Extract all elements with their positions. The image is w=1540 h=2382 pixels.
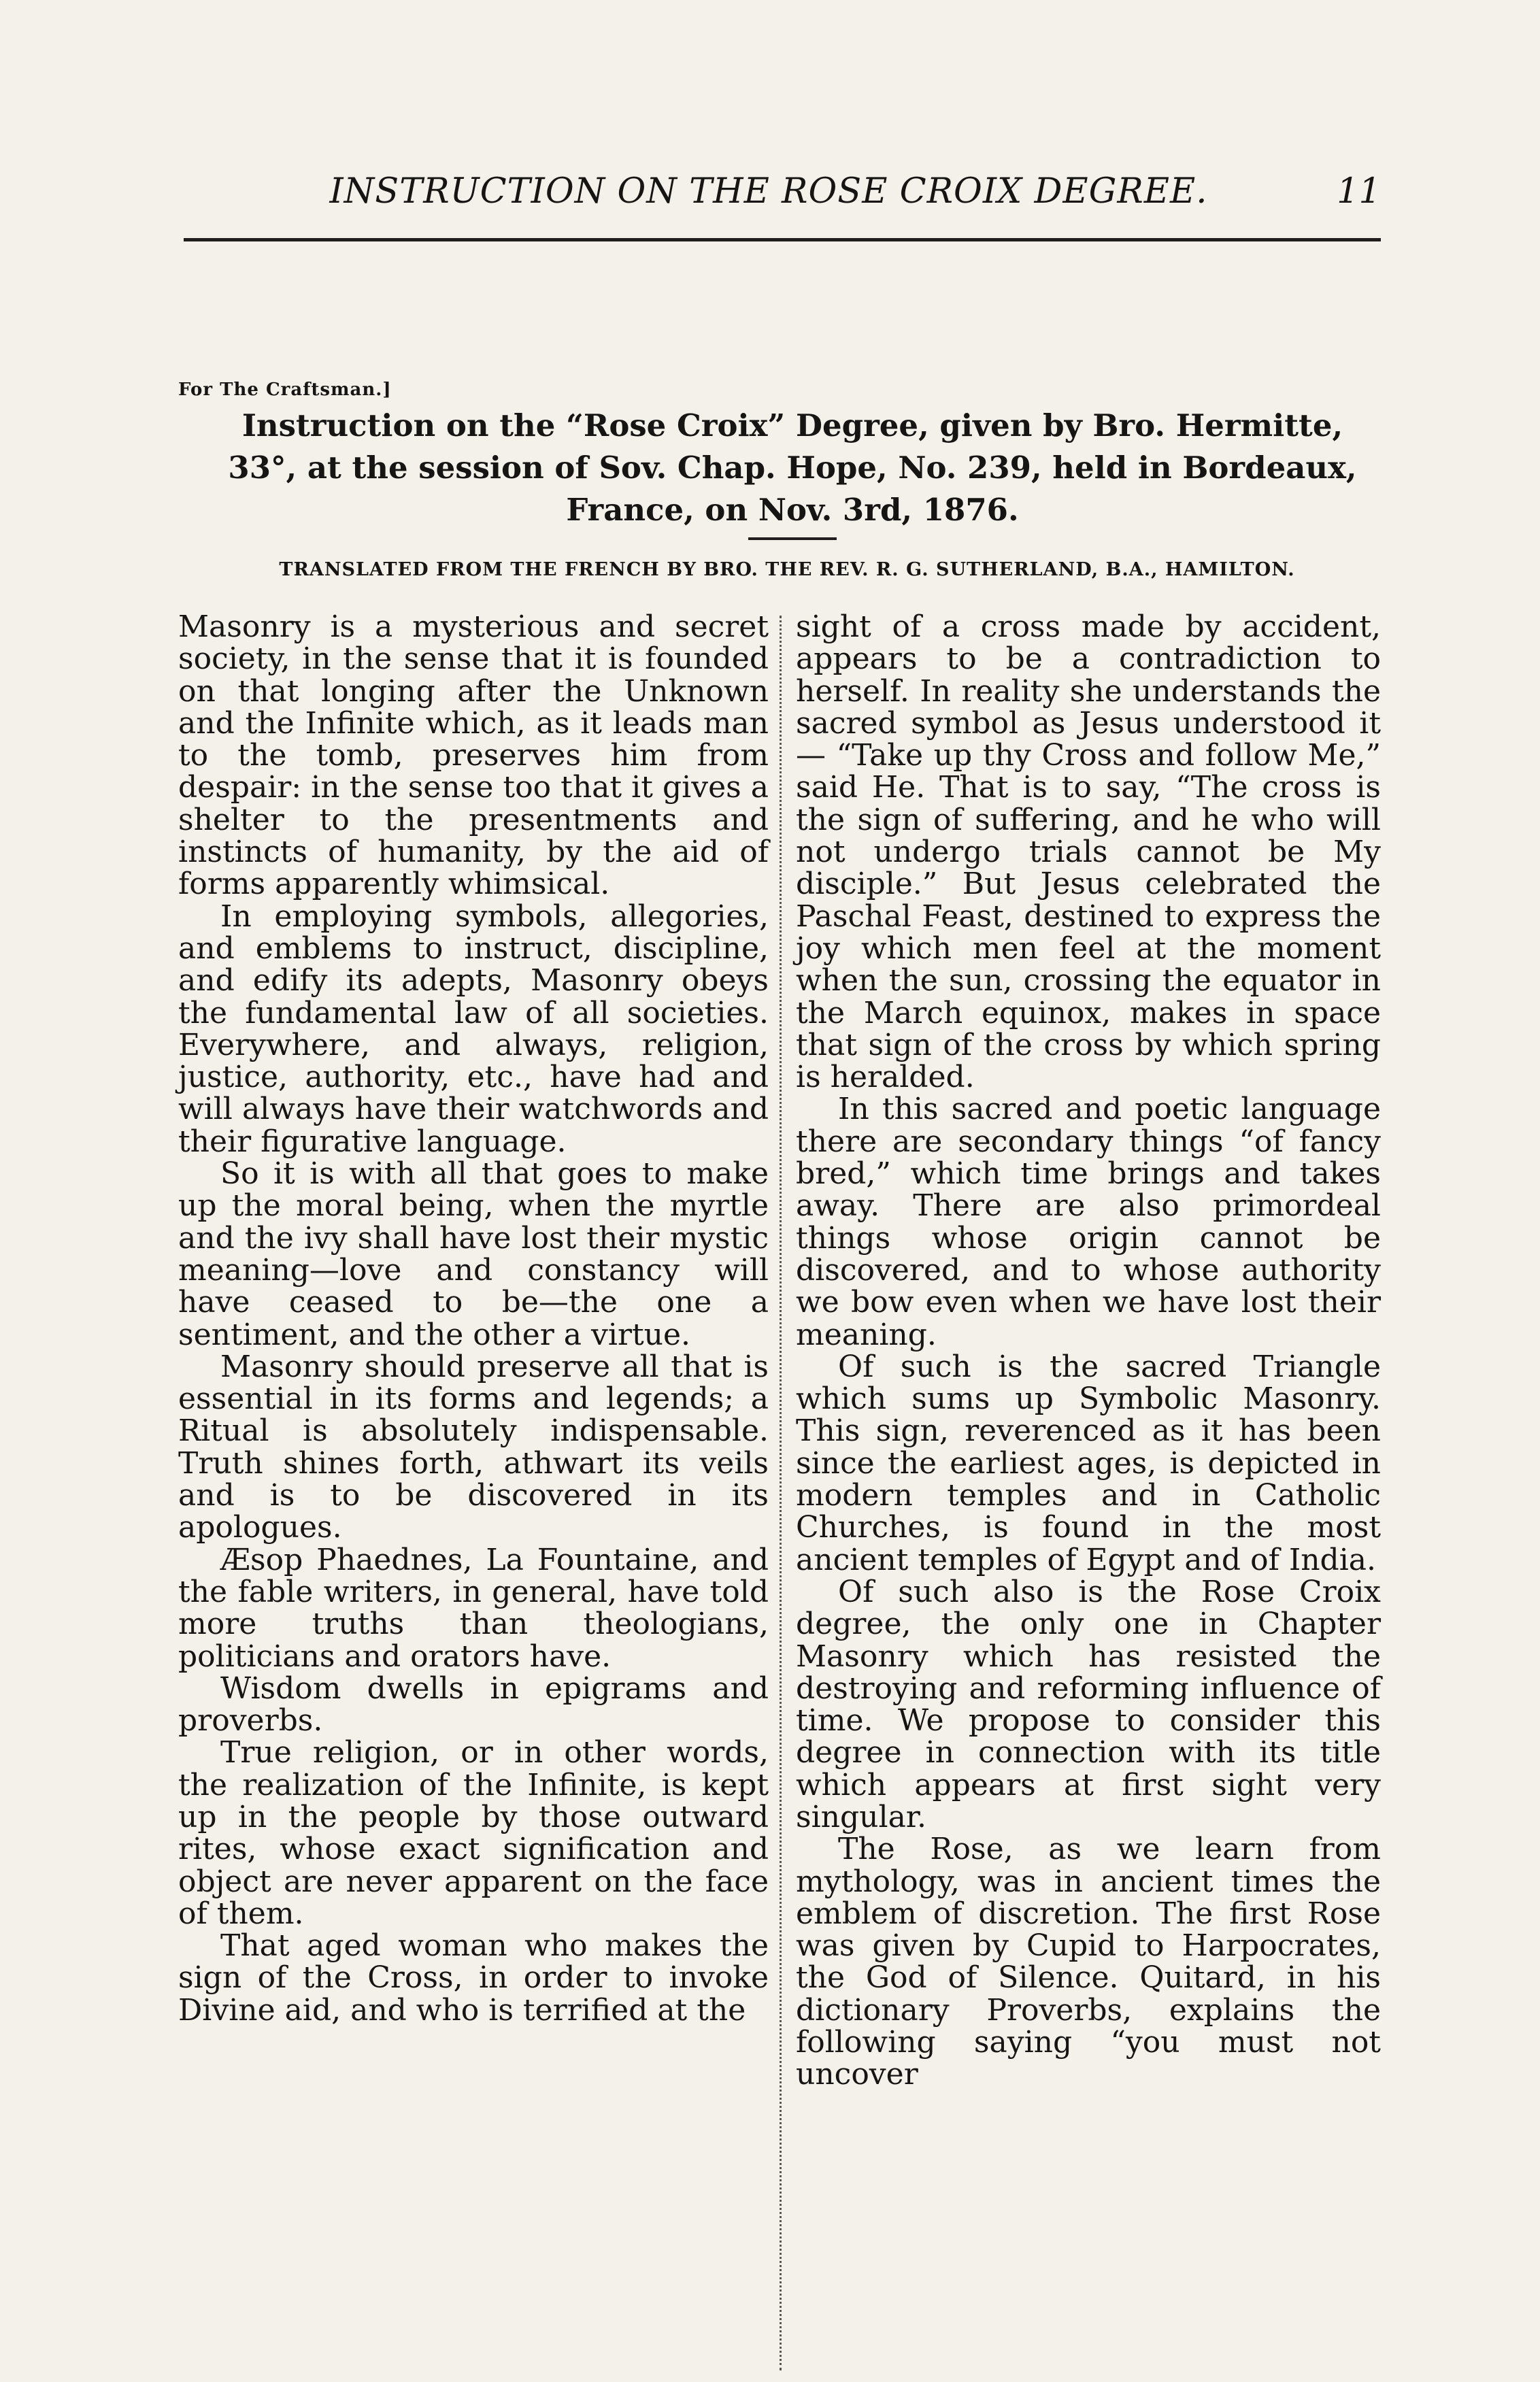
paragraph: Of such is the sacred Triangle which sums up Symbolic Masonry. This sign, reverenced as it has been since the earliest ages, is depicted in modern temples and in Catholic Churches, is found in the most ancient temples of Egypt and of India. [796,1349,1381,1577]
paragraph: Masonry is a mysterious and secret society, in the sense that it is founded on that longing after the Unknown and the Infinite which, as it leads man to the tomb, preserves him from despair: in the sense too that it gives a shelter to the presentments and instincts of humanity, by the aid of forms apparently whimsical. [178,609,769,902]
paragraph: The Rose, as we learn from mythology, was in ancient times the emblem of discretion. The first Rose was given by Cupid to Harpocrates, the God of Silence. Quitard, in his dictionary Proverbs, explains the following saying “you must not uncover [796,1832,1381,2092]
paragraph: Æsop Phaednes, La Fountaine, and the fable writers, in general, have told more truths than theologians, politicians and orators have. [178,1542,769,1674]
paragraph: In employing symbols, allegories, and emblems to instruct, discipline, and edify its adepts, Masonry obeys the fundamental law of all societies. Everywhere, and always, religion, justice, authority, etc., have had and will always have their watchwords and their figurative language. [178,899,769,1159]
paragraph: Of such also is the Rose Croix degree, the only one in Chapter Masonry which has resisted the destroying and reforming influence of time. We propose to consider this degree in connection with its title which appears at first sight very singular. [796,1574,1381,1834]
paragraph: In this sacred and poetic language there are secondary things “of fancy bred,” which time brings and takes away. There are also primordeal things whose origin cannot be discovered, and to whose authority we bow even when we have lost their meaning. [796,1092,1381,1352]
running-title: INSTRUCTION ON THE ROSE CROIX DEGREE. [329,171,1208,212]
header-rule [184,238,1381,241]
source-credit: For The Craftsman.] [178,380,392,400]
column-divider [780,616,782,2370]
running-head [184,171,1381,219]
title-rule [748,537,837,540]
paragraph: Masonry should preserve all that is essential in its forms and legends; a Ritual is absolutely indispensable. Truth shines forth, athwart its veils and is to be discovered in its apologues. [178,1349,769,1545]
paragraph: True religion, or in other words, the realization of the Infinite, is kept up in the people by those outward rites, whose exact signification and object are never apparent on the face of them. [178,1735,769,1931]
article-title: Instruction on the “Rose Croix” Degree, given by Bro. Hermitte, 33°, at the session of Sov. Chap. Hope, No. 239, held in Bordeaux, France, on Nov. 3rd, 1876. [228,407,1357,528]
right-column [796,611,1381,2091]
paragraph: So it is with all that goes to make up the moral being, when the myrtle and the ivy shall have lost their mystic meaning—love and constancy will have ceased to be—the one a sentiment, and the other a virtue. [178,1156,769,1352]
paragraph: Wisdom dwells in epigrams and proverbs. [178,1671,769,1739]
paragraph: That aged woman who makes the sign of the Cross, in order to invoke Divine aid, and who is terrified at the [178,1928,769,2028]
paragraph: sight of a cross made by accident, appears to be a contradiction to herself. In reality she understands the sacred symbol as Jesus understood it— “Take up thy Cross and follow Me,” said He. That is to say, “The cross is the sign of suffering, and he who will not undergo trials cannot be My disciple.” But Jesus celebrated the Paschal Feast, destined to express the joy which men feel at the moment when the sun, crossing the equator in the March equinox, makes in space that sign of the cross by which spring is heralded. [796,609,1381,1095]
left-column [178,611,769,2026]
page-number: 11 [1337,171,1381,212]
translator-byline: TRANSLATED FROM THE FRENCH BY BRO. THE REV. R. G. SUTHERLAND, B.A., HAMILTON. [279,559,1295,580]
